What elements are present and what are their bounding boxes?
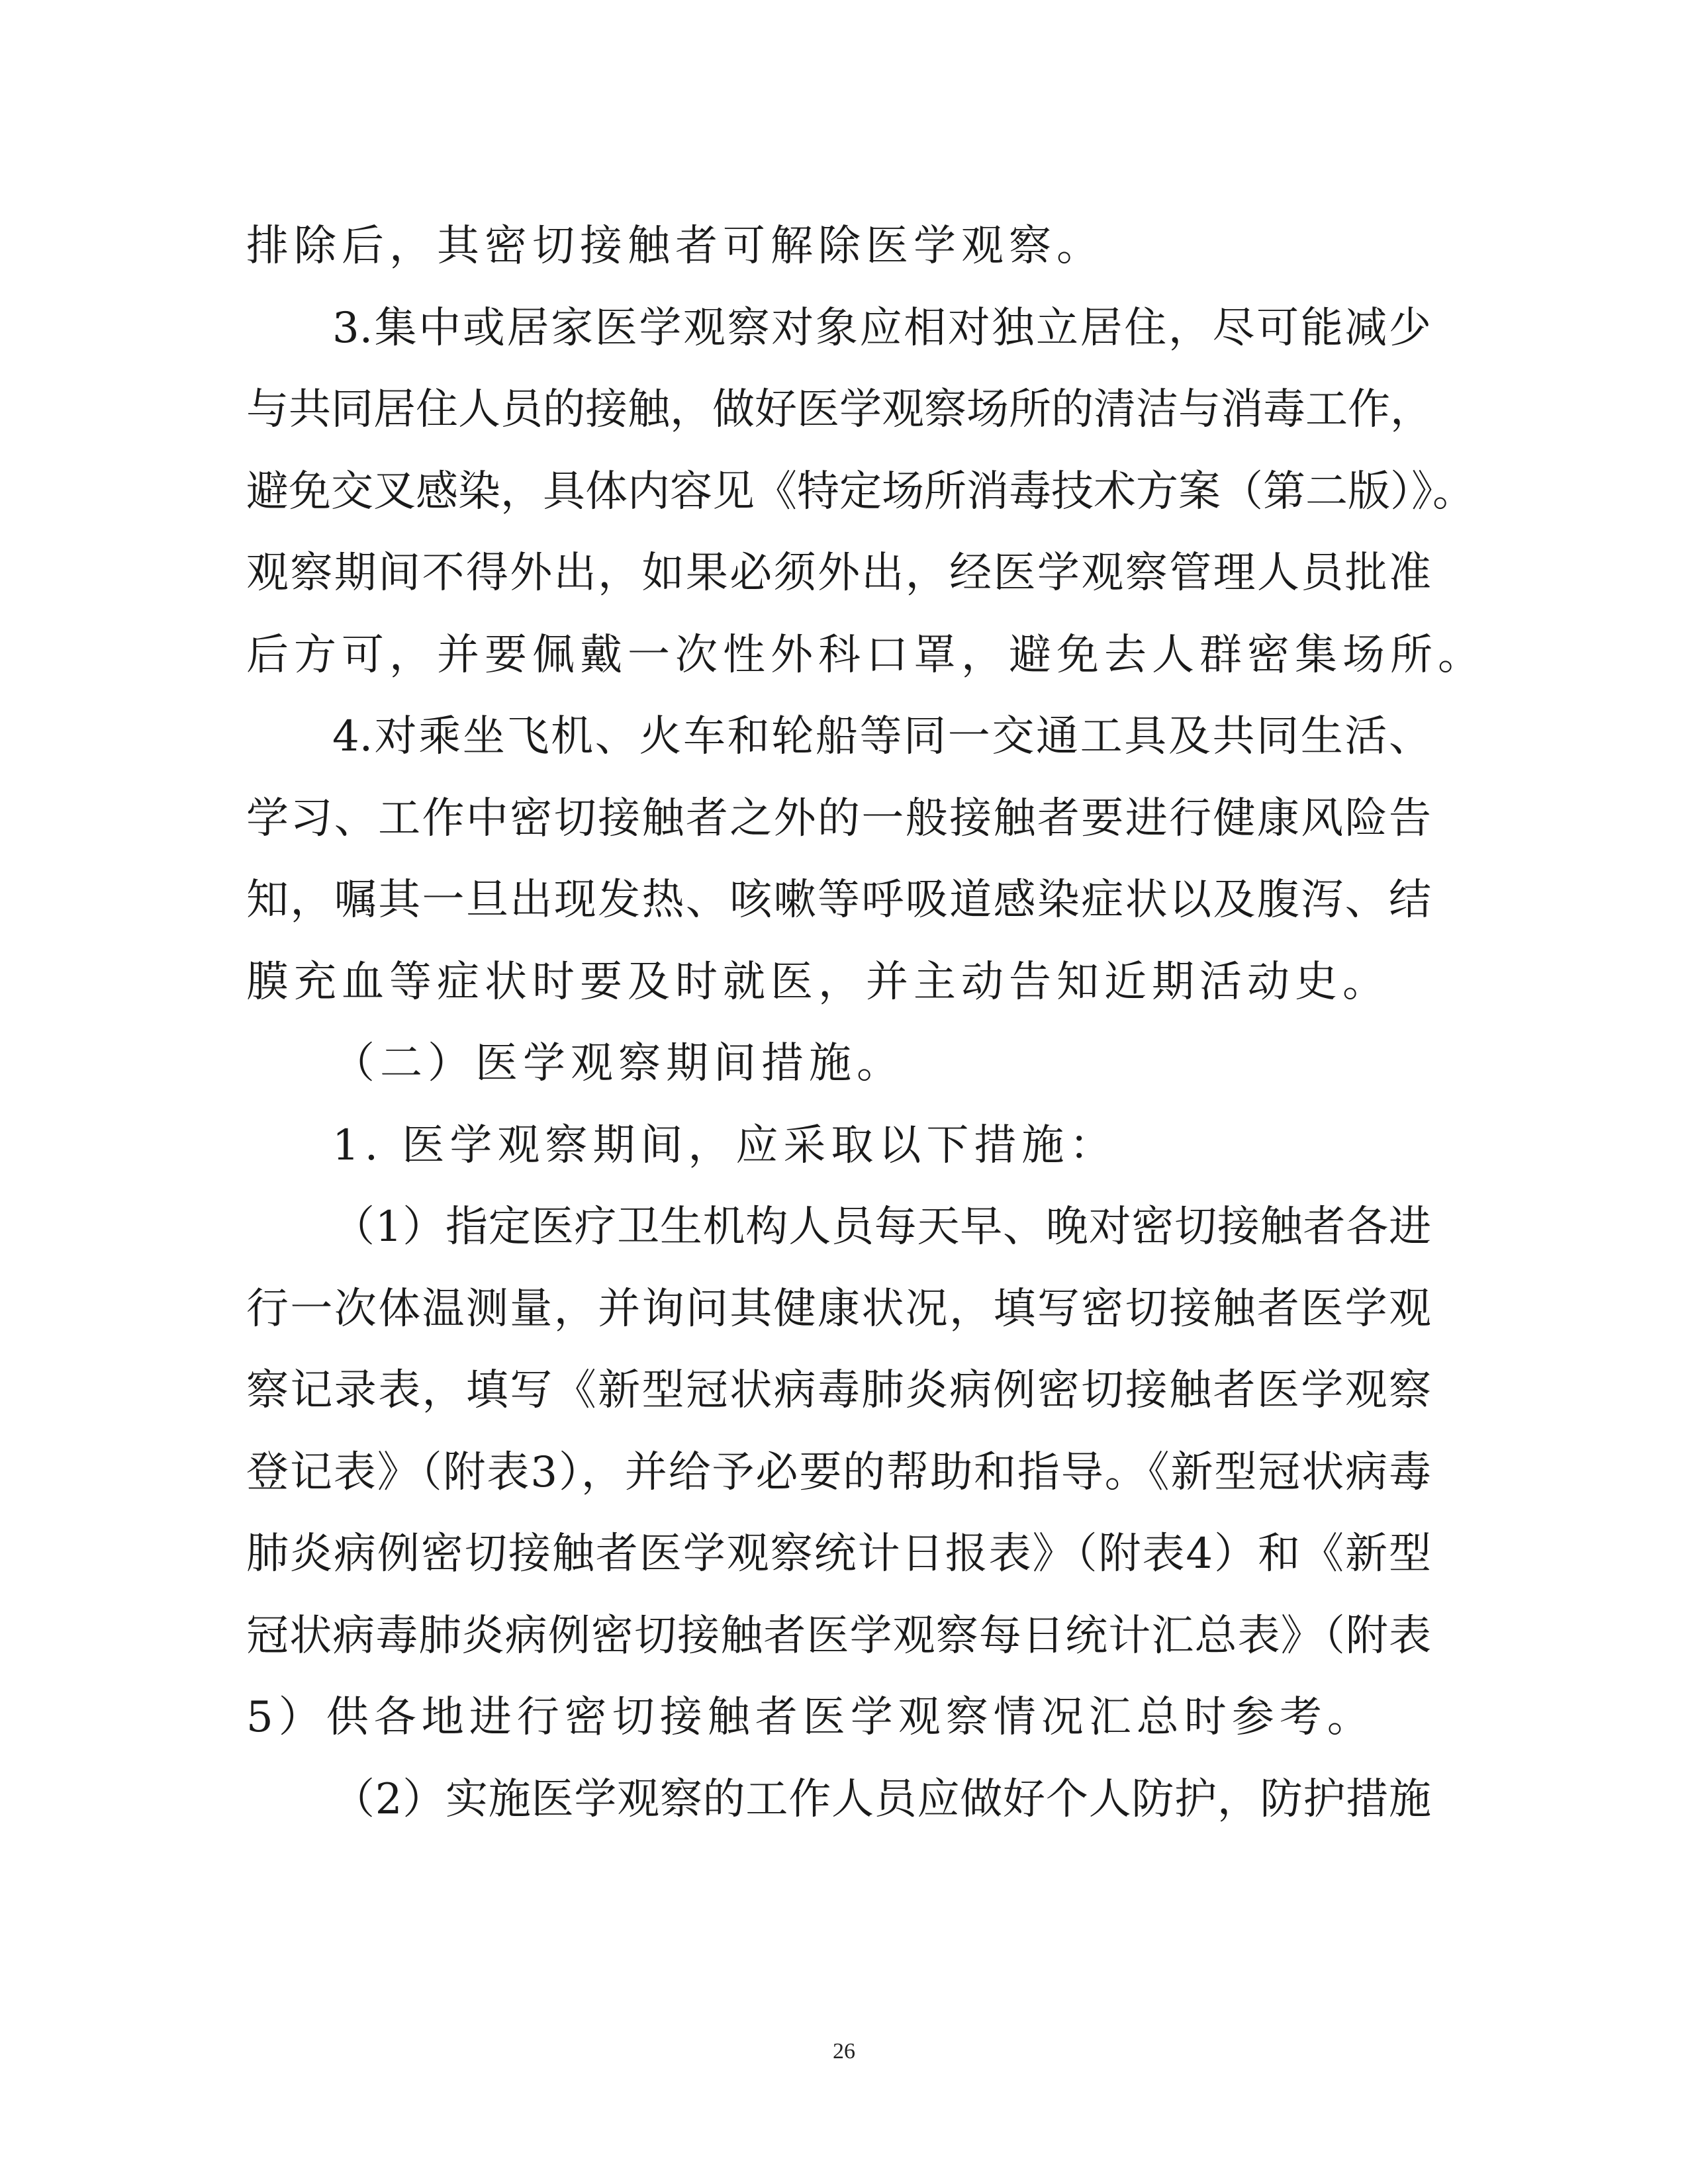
text-line: 学习、工作中密切接触者之外的一般接触者要进行健康风险告 <box>246 794 1431 843</box>
text-line: 冠状病毒肺炎病例密切接触者医学观察每日统计汇总表》（附表 <box>246 1612 1431 1661</box>
text-line: （1）指定医疗卫生机构人员每天早、晚对密切接触者各进 <box>332 1203 1431 1251</box>
text-line: 膜充血等症状时要及时就医，并主动告知近期活动史。 <box>246 958 1390 1007</box>
text-line: 4.对乘坐飞机、火车和轮船等同一交通工具及共同生活、 <box>332 712 1431 761</box>
text-line: （2）实施医学观察的工作人员应做好个人防护，防护措施 <box>332 1775 1431 1824</box>
text-line: （二）医学观察期间措施。 <box>332 1039 904 1088</box>
text-line: 察记录表，填写《新型冠状病毒肺炎病例密切接触者医学观察 <box>246 1366 1431 1415</box>
text-line: 排除后，其密切接触者可解除医学观察。 <box>246 222 1104 271</box>
text-line: 肺炎病例密切接触者医学观察统计日报表》（附表4）和《新型 <box>246 1529 1431 1578</box>
text-line: 登记表》（附表3），并给予必要的帮助和指导。《新型冠状病毒 <box>246 1448 1431 1497</box>
text-line: 观察期间不得外出，如果必须外出，经医学观察管理人员批准 <box>246 549 1431 598</box>
text-line: 与共同居住人员的接触，做好医学观察场所的清洁与消毒工作， <box>246 385 1432 434</box>
text-line: 行一次体温测量，并询问其健康状况，填写密切接触者医学观 <box>246 1285 1431 1334</box>
page-number: 26 <box>833 2039 855 2064</box>
text-line: 知，嘱其一旦出现发热、咳嗽等呼吸道感染症状以及腹泻、结 <box>246 876 1431 925</box>
text-line: 3.集中或居家医学观察对象应相对独立居住，尽可能减少 <box>332 304 1431 353</box>
text-line: 避免交叉感染，具体内容见《特定场所消毒技术方案（第二版）》。 <box>246 467 1475 516</box>
text-line: 5）供各地进行密切接触者医学观察情况汇总时参考。 <box>246 1693 1375 1742</box>
text-line: 后方可，并要佩戴一次性外科口罩，避免去人群密集场所。 <box>246 631 1485 680</box>
text-line: 1. 医学观察期间，应采取以下措施： <box>332 1121 1117 1170</box>
